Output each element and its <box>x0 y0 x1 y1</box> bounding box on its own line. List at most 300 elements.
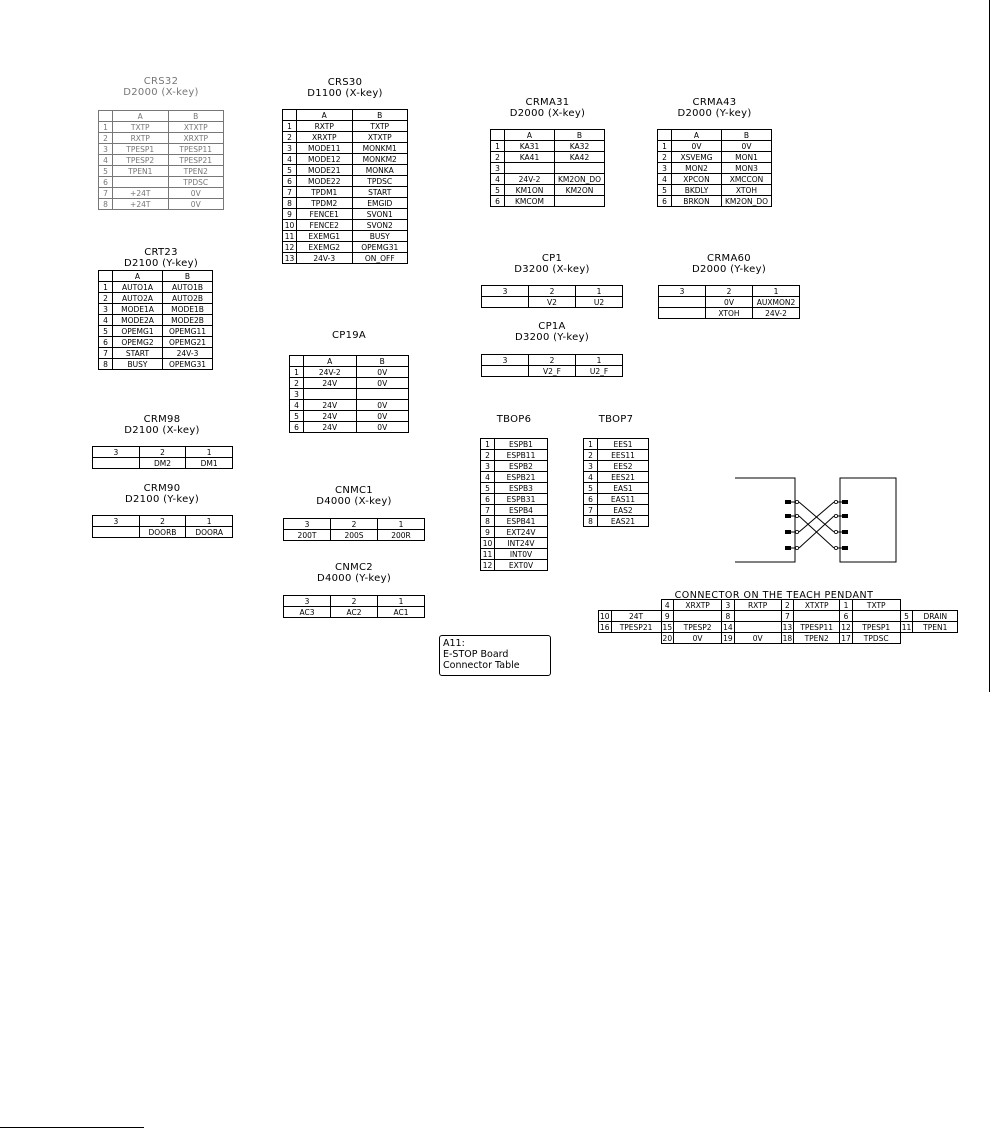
table-row <box>481 538 548 549</box>
pin-number: 1 <box>99 282 113 293</box>
signal-cell: KA32 <box>555 141 605 152</box>
table-row <box>93 447 233 458</box>
connector-key: D3200 (X-key) <box>514 264 590 275</box>
column-header: B <box>352 110 408 121</box>
cp1-title <box>481 253 623 275</box>
signal-cell: MONKM2 <box>352 154 408 165</box>
table-row <box>481 549 548 560</box>
signal-cell: MODE22 <box>297 176 353 187</box>
table-row <box>584 461 649 472</box>
pin-number: 5 <box>290 411 304 422</box>
table-row <box>283 154 408 165</box>
pin-number: 6 <box>481 494 495 505</box>
signal-cell: XSVEMG <box>672 152 722 163</box>
signal-cell <box>93 527 140 538</box>
signal-cell: 200T <box>284 530 331 541</box>
table-row <box>284 607 425 618</box>
signal-cell: INT24V <box>495 538 548 549</box>
signal-cell: 0V <box>356 411 409 422</box>
connector-key: D2100 (Y-key) <box>124 494 200 505</box>
pin-number: 17 <box>841 633 851 643</box>
signal-cell: EMGID <box>352 198 408 209</box>
header-corner <box>99 271 113 282</box>
connector-name: CRT23 <box>144 247 178 258</box>
signal-cell: BRKON <box>672 196 722 207</box>
pin-number: 3 <box>99 304 113 315</box>
table-row <box>283 231 408 242</box>
pin-number: 6 <box>840 611 853 622</box>
pin-number: 3 <box>722 600 735 611</box>
table-row <box>99 133 224 144</box>
crs32-title <box>98 76 224 98</box>
pin-number: 8 <box>481 516 495 527</box>
pin-number: 5 <box>99 326 113 337</box>
signal-cell: DRAIN <box>913 611 958 622</box>
signal-cell: TPDSC <box>852 633 900 644</box>
signal-cell: DOORB <box>139 527 186 538</box>
signal-cell: ESPB31 <box>495 494 548 505</box>
pin-number: 3 <box>99 144 113 155</box>
signal-cell: ESPB2 <box>495 461 548 472</box>
signal-cell: TXTP <box>852 600 900 611</box>
table-row <box>599 622 958 633</box>
cp1a-title <box>481 321 623 343</box>
pin-number: 6 <box>283 176 297 187</box>
signal-cell <box>659 308 706 319</box>
signal-cell: TPDSC <box>352 176 408 187</box>
pin-number: 5 <box>99 166 113 177</box>
signal-cell: MONKM1 <box>352 143 408 154</box>
pin-number: 11 <box>901 622 912 632</box>
pin-number: 5 <box>900 611 913 622</box>
pin-number: 2 <box>481 450 495 461</box>
cp1-table <box>481 285 623 308</box>
pin-number: 3 <box>658 163 672 174</box>
table-row <box>290 400 409 411</box>
signal-cell: EAS2 <box>598 505 649 516</box>
signal-cell: MODE2B <box>163 315 213 326</box>
signal-cell: TPESP1 <box>113 144 169 155</box>
pin-number: 2 <box>283 132 297 143</box>
signal-cell: XRXTP <box>674 600 722 611</box>
signal-cell: SVON2 <box>352 220 408 231</box>
table-row <box>599 633 958 644</box>
table-row <box>481 483 548 494</box>
signal-cell: XTXTP <box>794 600 840 611</box>
pin-number: 4 <box>290 400 304 411</box>
signal-cell: DOORA <box>186 527 233 538</box>
signal-cell: START <box>352 187 408 198</box>
pin-number: 2 <box>99 133 113 144</box>
signal-cell: 200R <box>378 530 425 541</box>
crt23-title <box>98 247 224 269</box>
connector-key: D2000 (X-key) <box>509 108 586 119</box>
pin-number: 8 <box>99 359 113 370</box>
signal-cell <box>734 611 781 622</box>
signal-cell: EES11 <box>598 450 649 461</box>
pin-number: 13 <box>782 622 793 632</box>
signal-cell: OPEMG1 <box>113 326 163 337</box>
table-row <box>491 163 605 174</box>
signal-cell <box>674 611 722 622</box>
signal-cell: XRXTP <box>168 133 224 144</box>
pin-number: 9 <box>283 209 297 220</box>
signal-cell: TPESP11 <box>168 144 224 155</box>
signal-cell: ESPB11 <box>495 450 548 461</box>
pin-number: 2 <box>529 355 576 366</box>
crma31-title <box>490 97 605 119</box>
signal-cell: 24V-2 <box>753 308 800 319</box>
table-row <box>99 122 224 133</box>
tbop7-title <box>583 414 649 425</box>
signal-cell: 0V <box>674 633 722 644</box>
signal-cell: MODE11 <box>297 143 353 154</box>
signal-cell: 24V <box>304 411 357 422</box>
pin-number: 11 <box>481 549 495 560</box>
pin-number: 1 <box>290 367 304 378</box>
column-header: A <box>113 271 163 282</box>
signal-cell: ESPB1 <box>495 439 548 450</box>
pin-number: 6 <box>99 177 113 188</box>
column-header: A <box>304 356 357 367</box>
header-corner <box>491 130 505 141</box>
pin-number: 2 <box>658 152 672 163</box>
table-row <box>491 152 605 163</box>
pin-number: 2 <box>706 286 753 297</box>
signal-cell: ESPB4 <box>495 505 548 516</box>
cp19a-table <box>289 355 409 433</box>
table-row <box>658 163 772 174</box>
connector-key: D4000 (Y-key) <box>316 573 392 584</box>
table-row <box>658 152 772 163</box>
signal-cell: TPESP21 <box>611 622 661 633</box>
table-row <box>599 611 958 622</box>
signal-cell: KM2ON_DO <box>555 174 605 185</box>
signal-cell: TPDM1 <box>297 187 353 198</box>
signal-cell: 24V <box>304 400 357 411</box>
table-row <box>584 516 649 527</box>
signal-cell: 24T <box>611 611 661 622</box>
table-row <box>99 337 213 348</box>
column-header: A <box>672 130 722 141</box>
table-row <box>481 439 548 450</box>
pin-number: 10 <box>600 611 610 621</box>
pin-number: 4 <box>491 174 505 185</box>
pin-number: 4 <box>99 315 113 326</box>
signal-cell: TPESP11 <box>794 622 840 633</box>
pin-number: 1 <box>481 439 495 450</box>
table-row <box>99 359 213 370</box>
table-row <box>584 494 649 505</box>
signal-cell <box>93 458 140 469</box>
pin-number: 1 <box>753 286 800 297</box>
signal-cell: 0V <box>356 400 409 411</box>
table-row <box>658 185 772 196</box>
signal-cell: MON1 <box>722 152 772 163</box>
table-row <box>93 527 233 538</box>
table-row <box>284 519 425 530</box>
signal-cell: KA41 <box>505 152 555 163</box>
pin-number: 3 <box>93 447 140 458</box>
table-row <box>99 348 213 359</box>
tbop6-table <box>480 438 548 571</box>
signal-cell <box>505 163 555 174</box>
signal-cell: +24T <box>113 188 169 199</box>
pin-number: 1 <box>378 519 425 530</box>
pin-number: 4 <box>481 472 495 483</box>
table-row <box>481 516 548 527</box>
signal-cell: 0V <box>168 199 224 210</box>
table-header-row <box>491 130 605 141</box>
table-row <box>290 422 409 433</box>
table-row <box>658 141 772 152</box>
signal-cell: XRXTP <box>297 132 353 143</box>
signal-cell: MODE12 <box>297 154 353 165</box>
crm98-title <box>92 414 232 436</box>
table-row <box>283 143 408 154</box>
signal-cell: EES1 <box>598 439 649 450</box>
signal-cell: XTOH <box>722 185 772 196</box>
pin-number: 18 <box>782 633 793 643</box>
signal-cell: OPEMG21 <box>163 337 213 348</box>
table-header-row <box>99 111 224 122</box>
pin-number: 3 <box>284 519 331 530</box>
table-row <box>99 293 213 304</box>
signal-cell: DM2 <box>139 458 186 469</box>
signal-cell: EXT0V <box>495 560 548 571</box>
signal-cell: 0V <box>356 378 409 389</box>
pin-number: 1 <box>576 355 623 366</box>
signal-cell: FENCE2 <box>297 220 353 231</box>
table-row <box>99 177 224 188</box>
column-header: A <box>297 110 353 121</box>
signal-cell: EAS1 <box>598 483 649 494</box>
signal-cell: KA42 <box>555 152 605 163</box>
signal-cell: RXTP <box>734 600 781 611</box>
signal-cell: MODE1B <box>163 304 213 315</box>
pin-number: 12 <box>841 622 851 632</box>
pin-number: 12 <box>283 242 297 253</box>
signal-cell: TPEN1 <box>113 166 169 177</box>
left-pins <box>785 500 791 550</box>
pin-number: 1 <box>283 121 297 132</box>
footnote-rule <box>0 1127 144 1128</box>
signal-cell: KM1ON <box>505 185 555 196</box>
signal-cell <box>734 622 781 633</box>
table-row <box>93 458 233 469</box>
pin-number: 1 <box>186 516 233 527</box>
connector-name: CNMC2 <box>335 562 373 573</box>
table-row <box>481 450 548 461</box>
table-row <box>658 174 772 185</box>
pin-number: 2 <box>139 447 186 458</box>
connector-name: CRS30 <box>327 77 363 88</box>
table-row <box>99 326 213 337</box>
signal-cell <box>356 389 409 400</box>
signal-cell <box>659 297 706 308</box>
pin-number: 6 <box>290 422 304 433</box>
signal-cell <box>304 389 357 400</box>
table-row <box>491 141 605 152</box>
pin-number: 3 <box>482 286 529 297</box>
pin-number: 7 <box>99 348 113 359</box>
signal-cell <box>555 163 605 174</box>
connector-key: D3200 (Y-key) <box>514 332 590 343</box>
table-row <box>99 144 224 155</box>
signal-cell: AUTO1A <box>113 282 163 293</box>
table-row <box>491 174 605 185</box>
pin-number: 1 <box>584 439 598 450</box>
signal-cell: EXT24V <box>495 527 548 538</box>
connector-name: CRMA43 <box>692 97 737 108</box>
signal-cell <box>852 611 900 622</box>
signal-cell <box>555 196 605 207</box>
header-corner <box>99 111 113 122</box>
signal-cell: AUTO1B <box>163 282 213 293</box>
signal-cell: TXTP <box>352 121 408 132</box>
table-row <box>283 187 408 198</box>
connector-name: TBOP7 <box>598 414 634 425</box>
pin-number: 8 <box>584 516 598 527</box>
signal-cell: TPEN2 <box>794 633 840 644</box>
table-row <box>284 530 425 541</box>
signal-cell: EES2 <box>598 461 649 472</box>
pin-number: 8 <box>283 198 297 209</box>
signal-cell: AUTO2A <box>113 293 163 304</box>
table-row <box>482 297 623 308</box>
pin-number: 7 <box>99 188 113 199</box>
pin-number: 3 <box>482 355 529 366</box>
signal-cell: KM2ON_DO <box>722 196 772 207</box>
signal-cell: 0V <box>672 141 722 152</box>
signal-cell: XPCON <box>672 174 722 185</box>
pin-number: 4 <box>661 600 674 611</box>
signal-cell: SVON1 <box>352 209 408 220</box>
signal-cell: AUXMON2 <box>753 297 800 308</box>
pin-number: 2 <box>331 596 378 607</box>
signal-cell: 200S <box>331 530 378 541</box>
crma43-table <box>657 129 772 207</box>
signal-cell: MON3 <box>722 163 772 174</box>
crma31-table <box>490 129 605 207</box>
signal-cell: 0V <box>168 188 224 199</box>
column-header: B <box>722 130 772 141</box>
pin-number: 4 <box>283 154 297 165</box>
signal-cell: 0V <box>356 422 409 433</box>
pin-number: 6 <box>658 196 672 207</box>
pin-number: 2 <box>781 600 794 611</box>
pin-number: 10 <box>481 538 495 549</box>
signal-cell: ESPB3 <box>495 483 548 494</box>
pin-number: 1 <box>658 141 672 152</box>
signal-cell: BKDLY <box>672 185 722 196</box>
pin-number: 1 <box>840 600 853 611</box>
right-connector-housing <box>840 478 896 562</box>
pin-number: 3 <box>491 163 505 174</box>
signal-cell: XTXTP <box>352 132 408 143</box>
signal-cell: EES21 <box>598 472 649 483</box>
table-header-row <box>99 271 213 282</box>
cnmc1-title <box>283 485 425 507</box>
table-row <box>283 253 408 264</box>
table-row <box>481 505 548 516</box>
signal-cell: BUSY <box>352 231 408 242</box>
table-row <box>99 315 213 326</box>
pin-number: 5 <box>491 185 505 196</box>
signal-cell: 24V-2 <box>505 174 555 185</box>
table-row <box>283 165 408 176</box>
signal-cell: 0V <box>734 633 781 644</box>
pin-number: 6 <box>584 494 598 505</box>
pin-number: 8 <box>722 611 735 622</box>
signal-cell: 0V <box>722 141 772 152</box>
signal-cell: TPESP1 <box>852 622 900 633</box>
pin-number: 12 <box>481 560 495 571</box>
pin-number: 5 <box>658 185 672 196</box>
column-header: B <box>356 356 409 367</box>
signal-cell: U2_F <box>576 366 623 377</box>
header-corner <box>283 110 297 121</box>
table-row <box>99 199 224 210</box>
pin-number: 3 <box>290 389 304 400</box>
signal-cell: 24V-2 <box>304 367 357 378</box>
crm90-title <box>92 483 232 505</box>
signal-cell: TPDSC <box>168 177 224 188</box>
signal-cell: EXEMG1 <box>297 231 353 242</box>
table-row <box>93 516 233 527</box>
connector-name: CP1 <box>541 253 563 264</box>
connector-name: CRS32 <box>143 76 179 87</box>
signal-cell: 0V <box>706 297 753 308</box>
header-corner <box>658 130 672 141</box>
table-row <box>584 472 649 483</box>
table-row <box>491 196 605 207</box>
table-row <box>283 209 408 220</box>
pin-number: 5 <box>481 483 495 494</box>
signal-cell: OPEMG11 <box>163 326 213 337</box>
crs30-table <box>282 109 408 264</box>
pin-number: 19 <box>723 633 733 643</box>
table-row <box>584 450 649 461</box>
table-row <box>659 286 800 297</box>
column-header: A <box>505 130 555 141</box>
signal-cell: V2 <box>529 297 576 308</box>
pin-number: 3 <box>584 461 598 472</box>
pin-number: 3 <box>481 461 495 472</box>
pin-number: 13 <box>283 253 297 264</box>
crossed-wires <box>789 502 844 548</box>
signal-cell: EAS21 <box>598 516 649 527</box>
pin-number: 5 <box>584 483 598 494</box>
table-row <box>658 196 772 207</box>
pin-number: 15 <box>662 622 673 632</box>
signal-cell: XTOH <box>706 308 753 319</box>
table-row <box>659 297 800 308</box>
signal-cell: +24T <box>113 199 169 210</box>
signal-cell: KMCOM <box>505 196 555 207</box>
pin-number: 1 <box>491 141 505 152</box>
signal-cell: ON_OFF <box>352 253 408 264</box>
pin-number: 3 <box>283 143 297 154</box>
pin-number: 20 <box>662 633 673 643</box>
connector-name: TBOP6 <box>496 414 532 425</box>
signal-cell: TPDM2 <box>297 198 353 209</box>
pin-number: 9 <box>661 611 674 622</box>
connector-name: CRMA31 <box>525 97 570 108</box>
pin-number: 2 <box>139 516 186 527</box>
signal-cell <box>113 177 169 188</box>
connector-key: D1100 (X-key) <box>307 88 383 99</box>
